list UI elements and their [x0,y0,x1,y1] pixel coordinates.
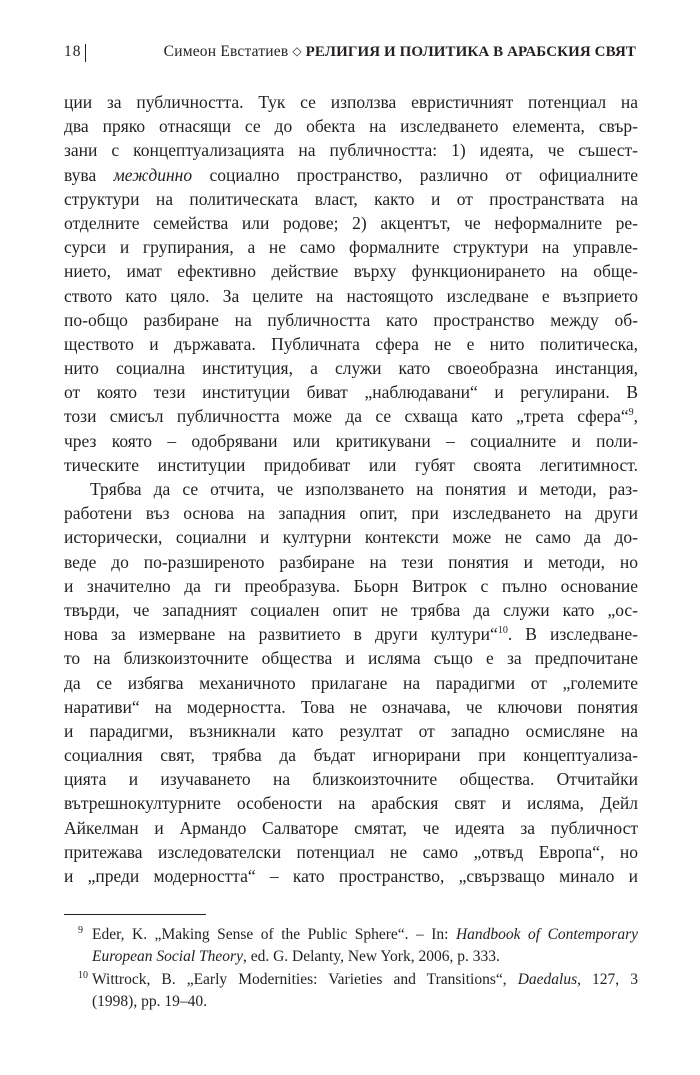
text-line: чрез която – одобрявани или критикувани – социалните и поли- [64,430,638,451]
diamond-separator-icon: ◇ [292,44,302,58]
text-run: , ed. G. Delanty, New York, 2006, p. 333. [242,947,500,965]
text-line: цията и изучаването на близкоизточните общества. Отчитайки [64,769,638,790]
running-header [64,40,636,64]
footnote-number: 10 [78,970,88,981]
text-line: Трябва да се отчита, че използването на понятия и методи, раз- [90,479,638,499]
footnote-ref-9[interactable]: 9 [628,407,634,419]
footnote-line: (1998), pp. 19–40. [92,992,207,1010]
text-line: то на близкоизточните общества и исляма също е за предпочитане [64,648,638,669]
text-line: и „преди модерността“ – като пространство, „свързващо минало и [64,866,638,886]
text-run: вува [64,164,97,185]
text-line: ството като цяло. За целите на настоящото изследване е възприето [64,285,638,306]
text-line: притежава изследователски потенциал не само „отвъд Европа“, но [64,841,638,862]
text-run: Eder, K. „Making Sense of the Public Sphere“. – In: [92,926,456,943]
text-line: структури на политическата власт, както и от пространствата на [64,188,638,209]
text-run: социално пространство, различно от официалните [209,164,639,185]
footnote-10 [64,969,638,1012]
text-run: . В изследване- [507,624,638,645]
text-run: нова за измерване на развитието в други култури“ [64,624,498,645]
text-run: , 127, 3 [577,971,638,988]
footnotes [64,924,638,1012]
text-line: социалния свят, трябва да бъдат игнорирани при концептуализа- [64,745,638,766]
running-head [164,40,636,64]
text-line: нито социална институция, а служи като своеобразна инстанция, [64,358,638,379]
paragraph-1 [64,90,638,477]
text-line: нието, имат ефективно действие върху функционирането на обще- [64,261,638,282]
text-line: исторически, социални и културни контексти може не само да до- [64,527,638,548]
text-line [64,404,638,428]
emphasis: European Social Theory [92,947,243,965]
text-line: ществото и държавата. Публичната сфера не е нито политическа, [64,333,638,354]
text-run: този смисъл публичността може да се схваща като „трета сфера“ [64,406,629,427]
text-line: и значително да ги преобразува. Бьорн Витрок с пълно основание [64,575,638,596]
footnote-divider [64,914,206,915]
text-line: зани с концептуализацията на публичността: 1) идеята, че съшест- [64,140,638,161]
text-line: да се избягва механичното прилагане на парадигми от „големите [64,672,638,693]
footnote-9 [64,924,638,967]
footnote-line [92,924,638,946]
author-name: Симеон Евстатиев [163,43,289,60]
footnote-ref-10[interactable]: 10 [497,625,508,637]
text-run: , [633,406,638,427]
text-line: сурси и групирания, а не само формалните структури на управле- [64,237,638,258]
text-line: Айкелман и Армандо Салваторе смятат, че идеята за публичност [64,817,638,838]
text-line: два пряко отнасящи се до обекта на изследването елемента, свър- [64,116,638,137]
footnote-number: 9 [78,925,83,936]
page-number: 18 [64,43,82,60]
main-text [64,90,638,888]
text-line [64,622,638,646]
text-line: ции за публичността. Тук се използва евристичният потенциал на [64,92,638,112]
text-line: твърди, че западният социален опит не трябва да служи като „ос- [64,599,638,620]
text-run: Wittrock, B. „Early Modernities: Varieties and Transitions“, [92,971,518,988]
text-line: тическите институции придобиват или губят своята легитимност. [64,454,638,475]
text-line: веде до по-разширеното разбиране на тези понятия и методи, но [64,551,638,572]
text-line: работени въз основа на западния опит, при изследването на други [64,503,638,524]
text-line: наративи“ на модерността. Това не означава, че ключови понятия [64,696,638,717]
emphasis: Daedalus [517,971,578,988]
emphasis: Handbook of Contemporary [455,926,638,943]
text-line: отделните семейства или родове; 2) акцентът, че неформалните ре- [64,212,638,233]
footnote-line [92,946,638,968]
text-line: по-общо разбиране на публичността като пространство между об- [64,309,638,330]
paragraph-2 [64,477,638,888]
text-line: и парадигми, възникнали като резултат от западно осмисляне на [64,720,638,741]
text-line: вътрешнокултурните особености на арабския свят и исляма, Дейл [64,793,638,814]
book-title: РЕЛИГИЯ И ПОЛИТИКА В АРАБСКИЯ СВЯТ [305,44,636,60]
footnote-line [92,969,638,991]
text-line: от която тези институции биват „наблюдавани“ и регулирани. В [64,382,638,403]
emphasis: междинно [113,164,193,185]
text-line [64,163,638,187]
header-divider [85,44,86,62]
